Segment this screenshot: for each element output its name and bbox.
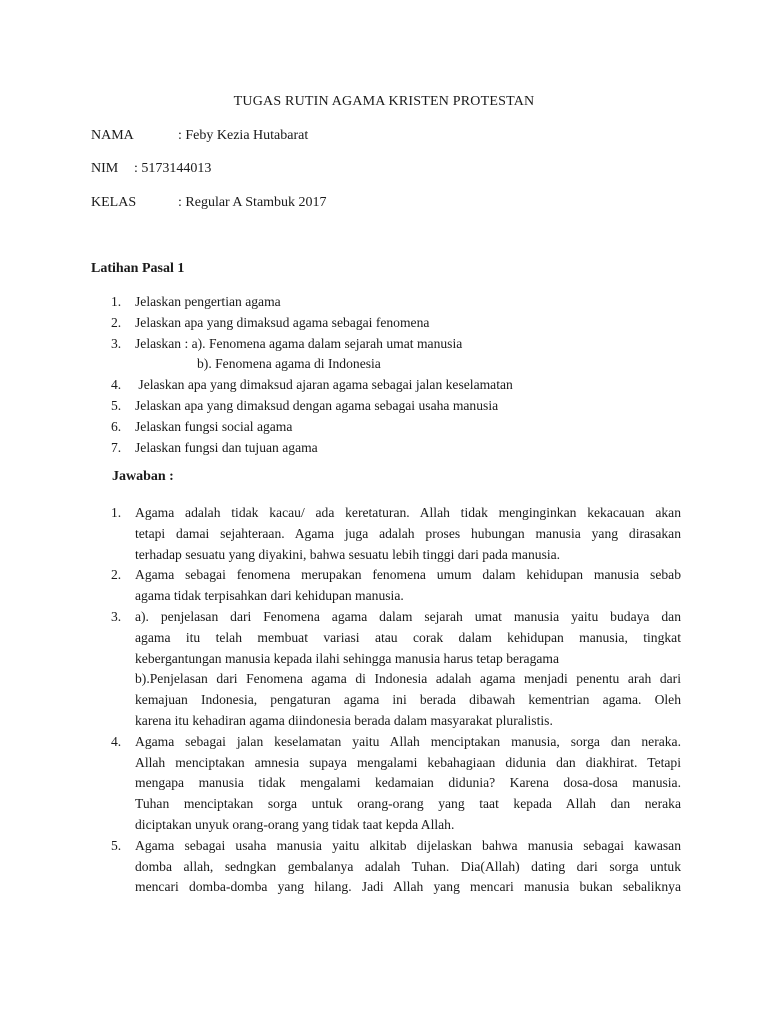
answer-line: terhadap sesuatu yang diyakini, bahwa sesuatu lebih tinggi dari pada manusia. — [135, 546, 561, 562]
info-label-nim: NIM — [91, 161, 119, 176]
question-number: 3. — [111, 335, 122, 351]
answer-line: agama itu telah membuat variasi atau corak dalam kehidupan manusia, tingkat — [135, 629, 681, 645]
info-row-nim — [91, 161, 212, 177]
answer-line: kebergantungan manusia kepada ilahi sehingga manusia harus tetap beragama — [135, 650, 560, 666]
info-value-nama: : Feby Kezia Hutabarat — [178, 128, 309, 143]
question-item — [91, 438, 691, 459]
answer-number: 4. — [111, 733, 122, 749]
answer-line: Agama sebagai fenomena merupakan fenomena umum dalam kehidupan manusia sebab — [135, 567, 681, 583]
question-subitem — [91, 354, 691, 375]
answer-line: Allah menciptakan amnesia supaya mengalami kebahagiaan didunia dan diakhirat. Tetapi — [135, 754, 681, 770]
info-value-nim: : 5173144013 — [134, 161, 212, 176]
question-item — [91, 375, 691, 396]
answer-line: Agama adalah tidak kacau/ ada keretaturan. Allah tidak menginginkan kekacauan akan — [135, 505, 681, 520]
answer-line: mencari domba-domba yang hilang. Jadi Allah yang mencari manusia bukan sebaliknya — [135, 879, 681, 895]
question-item — [91, 417, 691, 438]
info-row-kelas — [91, 195, 327, 211]
answer-line: kemajuan Indonesia, pengaturan agama ini berada dibawah kementrian agama. Oleh — [135, 692, 681, 708]
answer-item — [91, 503, 681, 565]
info-row-nama — [91, 128, 309, 144]
answer-item — [91, 836, 681, 898]
answer-item — [91, 565, 681, 607]
question-number: 1. — [111, 294, 122, 309]
answer-list — [91, 503, 681, 898]
answer-line: domba allah, sedngkan gembalanya adalah Tuhan. Dia(Allah) dating dari sorga untuk — [135, 858, 681, 874]
answer-item — [91, 732, 681, 836]
answer-line: Tuhan menciptakan sorga untuk orang-orang yang taat kepada Allah dan neraka — [135, 796, 681, 812]
question-number: 4. — [111, 377, 122, 393]
question-text: Jelaskan apa yang dimaksud agama sebagai fenomena — [135, 314, 430, 330]
answer-line: agama tidak terpisahkan dari kehidupan manusia. — [135, 588, 404, 604]
answer-number: 2. — [111, 567, 122, 583]
question-text: Jelaskan : a). Fenomena agama dalam sejarah umat manusia — [135, 335, 463, 351]
question-text: Jelaskan apa yang dimaksud ajaran agama sebagai jalan keselamatan — [135, 377, 513, 393]
question-item — [91, 313, 691, 334]
answer-number: 3. — [111, 608, 122, 624]
document-title: TUGAS RUTIN AGAMA KRISTEN PROTESTAN — [233, 94, 535, 109]
question-list — [91, 292, 691, 458]
answer-item — [91, 607, 681, 732]
question-text: b). Fenomena agama di Indonesia — [197, 356, 381, 372]
question-text: Jelaskan pengertian agama — [135, 294, 281, 309]
question-number: 7. — [111, 439, 122, 455]
question-item — [91, 292, 691, 313]
info-value-kelas: : Regular A Stambuk 2017 — [178, 195, 327, 210]
question-text: Jelaskan apa yang dimaksud dengan agama sebagai usaha manusia — [135, 397, 499, 413]
question-number: 2. — [111, 314, 122, 330]
answer-number: 1. — [111, 505, 122, 520]
answer-line: b).Penjelasan dari Fenomena agama di Indonesia adalah agama menjadi penentu arah dari — [135, 671, 681, 687]
question-text: Jelaskan fungsi dan tujuan agama — [135, 439, 318, 455]
answer-line: a). penjelasan dari Fenomena agama dalam sejarah umat manusia yaitu budaya dan — [135, 608, 681, 624]
question-item — [91, 396, 691, 417]
answer-line: tetapi damai sejahteraan. Agama juga adalah proses hubungan manusia yang dirasakan — [135, 525, 681, 541]
answer-line: Agama sebagai usaha manusia yaitu alkitab dijelaskan bahwa manusia sebagai kawasan — [135, 837, 681, 853]
answer-line: diciptakan unyuk orang-orang yang tidak taat kepda Allah. — [135, 816, 455, 832]
answer-number: 5. — [111, 837, 122, 853]
question-text: Jelaskan fungsi social agama — [135, 418, 293, 434]
answer-line: Agama sebagai jalan keselamatan yaitu Allah menciptakan manusia, sorga dan neraka. — [135, 733, 681, 749]
answer-line: mengapa manusia tidak mengalami kedamaian didunia? Karena dosa-dosa manusia. — [135, 775, 681, 791]
question-number: 6. — [111, 418, 122, 434]
question-item — [91, 334, 691, 355]
info-label-nama: NAMA — [91, 128, 134, 143]
section-heading: Latihan Pasal 1 — [91, 261, 185, 276]
question-number: 5. — [111, 397, 122, 413]
answer-line: karena itu kehadiran agama diindonesia berada dalam masyarakat pluralistis. — [135, 712, 553, 728]
answers-heading: Jawaban : — [112, 469, 174, 484]
info-label-kelas: KELAS — [91, 195, 137, 210]
